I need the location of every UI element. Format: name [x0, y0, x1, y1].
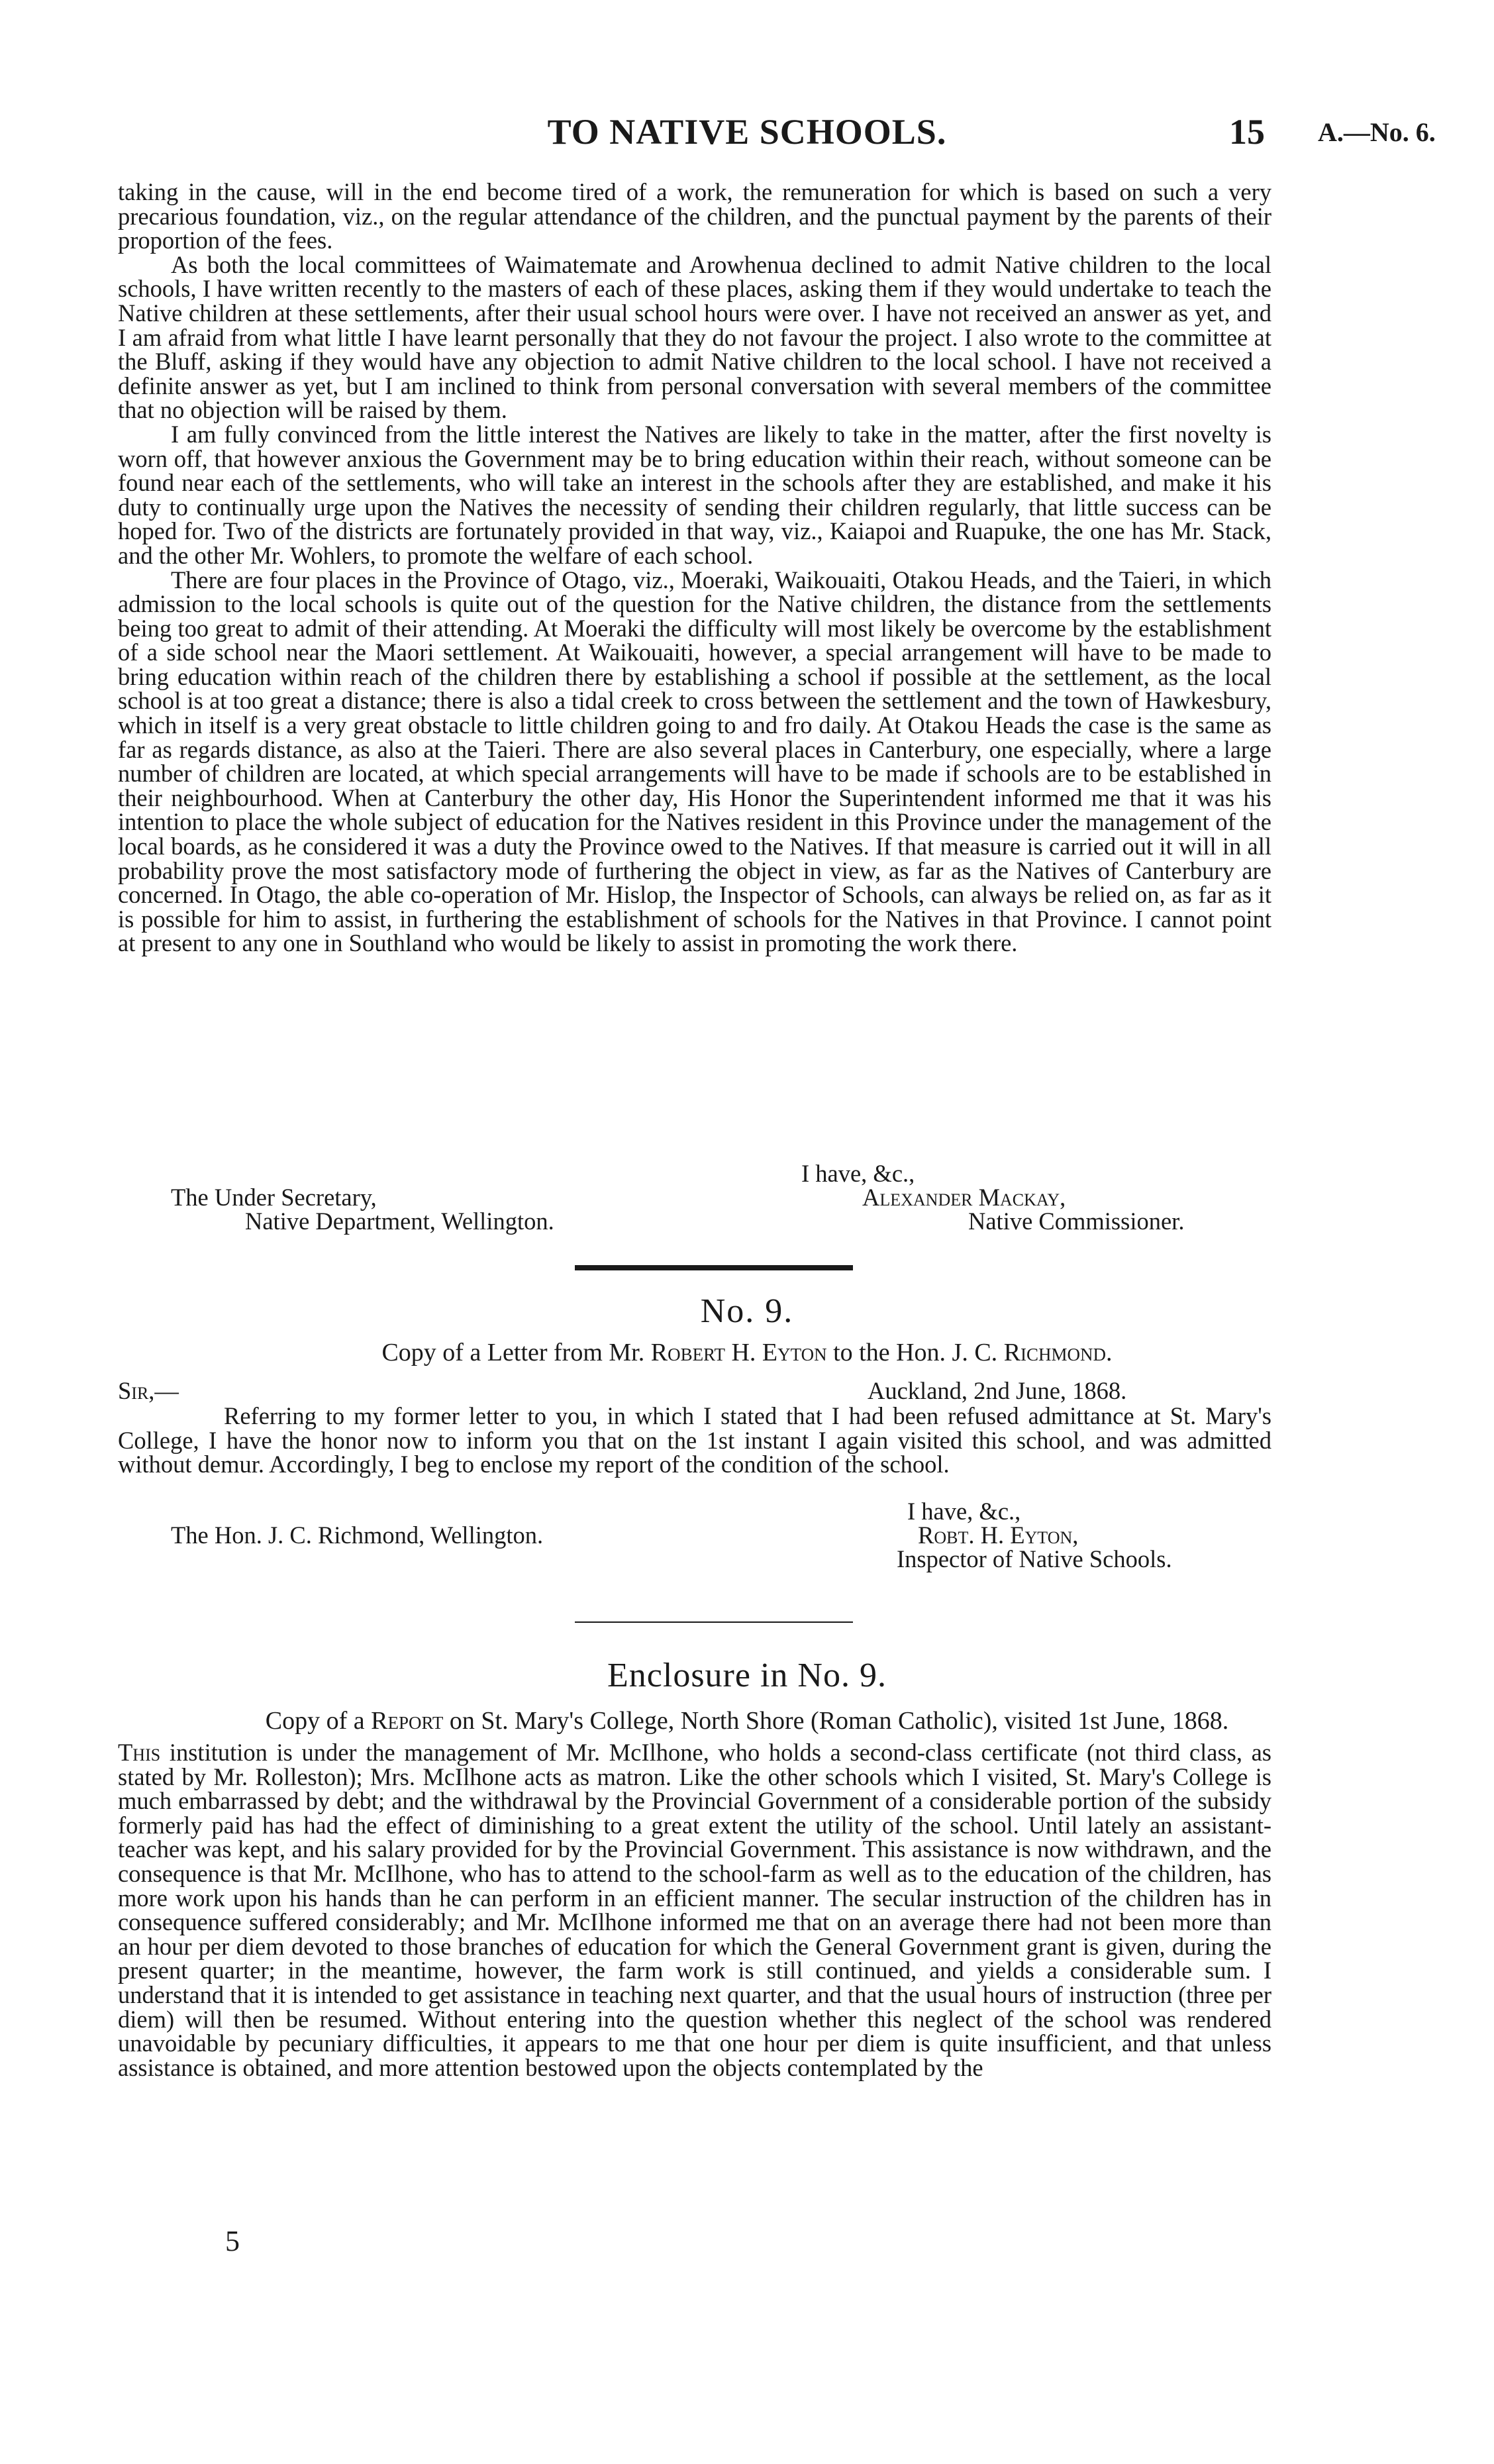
- letter-body: [118, 1404, 1271, 1477]
- paragraph: As both the local committees of Waimatemate and Arowhenua declined to admit Native children to the local schools, I have written recently to the masters of each of these places, asking them if they would undertake to teach the Native children at these settlements, after their usual school hours were over. I have not received an answer as yet, and I am afraid from what little I have learnt personally that they do not favour the project. I also wrote to the committee at the Bluff, asking if they would have any objection to admit Native children to the local school. I have not received a definite answer as yet, but I am inclined to think from personal conversation with several members of the committee that no objection will be raised by them.: [118, 250, 1271, 424]
- recipient-line: The Under Secretary,: [171, 1184, 377, 1211]
- recipient-line: Native Department, Wellington.: [245, 1207, 554, 1235]
- letter-heading: No. 9.: [700, 1292, 794, 1330]
- page-header: [0, 111, 1494, 164]
- closing: I have, &c.,: [907, 1498, 1021, 1525]
- section-divider: [575, 1265, 853, 1270]
- paragraph: taking in the cause, will in the end become tired of a work, the remuneration for which is based on such a very precarious foundation, viz., on the regular attendance of the children, and the punctual payment by the parents of their proportion of the fees.: [118, 178, 1271, 254]
- signatory-title: Inspector of Native Schools.: [897, 1545, 1172, 1572]
- closing: I have, &c.,: [801, 1160, 915, 1187]
- place-date: Auckland, 2nd June, 1868.: [868, 1377, 1127, 1404]
- signatory-title: Native Commissioner.: [968, 1207, 1185, 1235]
- enclosure-body: [118, 1741, 1271, 2080]
- enclosure-heading: Enclosure in No. 9.: [607, 1657, 887, 1694]
- salutation: Sir,—: [118, 1377, 179, 1404]
- signature-block-eyton: [0, 1500, 1494, 1579]
- letter-subheading: Copy of a Letter from Mr. Robert H. Eyton to the Hon. J. C. Richmond.: [381, 1339, 1113, 1366]
- paragraph: There are four places in the Province of Otago, viz., Moeraki, Waikouaiti, Otakou Heads, and the Taieri, in which admission to the local schools is quite out of the question for the Native children, the distance from the settlements being too great to admit of their attending. At Moeraki the difficulty will most likely be overcome by the establishment of a side school near the Maori settlement. At Waikouaiti, however, a special arrangement will have to be made to bring education within reach of the children there by establishing a school if possible at the settlement, as the local school is at too great a distance; there is also a tidal creek to cross between the settlement and the town of Hawkesbury, which in itself is a very great obstacle to little children going to and fro daily. At Otakou Heads the case is the same as far as regards distance, as also at the Taieri. There are also several places in Canterbury, one especially, where a large number of children are located, at which special arrangements will have to be made if schools are to be established in their neighbourhood. When at Canterbury the other day, His Honor the Superintendent informed me that it was his intention to place the whole subject of education for the Natives resident in this Province under the management of the local boards, as he considered it was a duty the Province owed to the Natives. If that measure is carried out it will in all probability prove the most satisfactory mode of furthering the object in view, as far as the Natives of Canterbury are concerned. In Otago, the able co-operation of Mr. Hislop, the Inspector of Schools, can always be relied on, as far as it is possible for him to assist, in furthering the establishment of schools for the Natives in that Province. I cannot point at present to any one in Southland who would be likely to assist in promoting the work there.: [118, 566, 1271, 957]
- salutation-line: [0, 1379, 1494, 1406]
- running-title: TO NATIVE SCHOOLS.: [547, 112, 947, 152]
- lead-word: This: [118, 1739, 161, 1766]
- letter-continuation: [118, 180, 1271, 956]
- page-number: 15: [1229, 112, 1265, 152]
- signatory-name: Robt. H. Eyton,: [918, 1521, 1079, 1549]
- paragraph: I am fully convinced from the little interest the Natives are likely to take in the matter, after the first novelty is worn off, that however anxious the Government may be to bring education within their reach, without someone can be found near each of the settlements, who will take an interest in the schools after they are established, and make it his duty to continually urge upon the Natives the necessity of sending their children regularly, that little success can be hoped for. Two of the districts are fortunately provided in that way, viz., Kaiapoi and Ruapuke, the one has Mr. Stack, and the other Mr. Wohlers, to promote the welfare of each school.: [118, 420, 1271, 569]
- section-divider-thin: [575, 1621, 853, 1623]
- recipient-line: The Hon. J. C. Richmond, Wellington.: [171, 1521, 544, 1549]
- paragraph: This institution is under the management of Mr. McIlhone, who holds a second-class certificate (not third class, as stated by Mr. Rolleston); Mrs. McIlhone acts as matron. Like the other schools which I visited, St. Mary's College is much embarrassed by debt; and the withdrawal by the Provincial Government of a considerable portion of the subsidy formerly paid has had the effect of diminishing to a great extent the utility of the school. Until lately an assistant-teacher was kept, and his salary provided for by the Provincial Government. This assistance is now withdrawn, and the consequence is that Mr. McIlhone, who has to attend to the school-farm as well as to the education of the children, has more work upon his hands than he can perform in an efficient manner. The secular instruction of the children has in consequence suffered considerably; and Mr. McIlhone informed me that on an average there had not been more than an hour per diem devoted to those branches of education for which the General Government grant is given, during the present quarter; in the meantime, however, the farm work is still continued, and yields a considerable sum. I understand that it is intended to get assistance in teaching next quarter, and that the usual hours of instruction (three per diem) will then be resumed. Without entering into the question whether this neglect of the school was rendered unavoidable by pecuniary difficulties, it appears to me that one hour per diem is quite insufficient, and that unless assistance is obtained, and more attention bestowed upon the objects contemplated by the: [118, 1739, 1272, 2081]
- document-reference: A.—No. 6.: [1318, 117, 1436, 147]
- signature-block-mackay: [0, 1162, 1494, 1241]
- signatory-name: Alexander Mackay,: [862, 1184, 1066, 1211]
- enclosure-subheading: Copy of a Report on St. Mary's College, North Shore (Roman Catholic), visited 1st June, 1868.: [265, 1707, 1229, 1735]
- paragraph: Referring to my former letter to you, in which I stated that I had been refused admittance at St. Mary's College, I have the honor now to inform you that on the 1st instant I again visited this school, and was admitted without demur. Accordingly, I beg to enclose my report of the condition of the school.: [118, 1402, 1271, 1478]
- signature-mark: 5: [225, 2225, 240, 2257]
